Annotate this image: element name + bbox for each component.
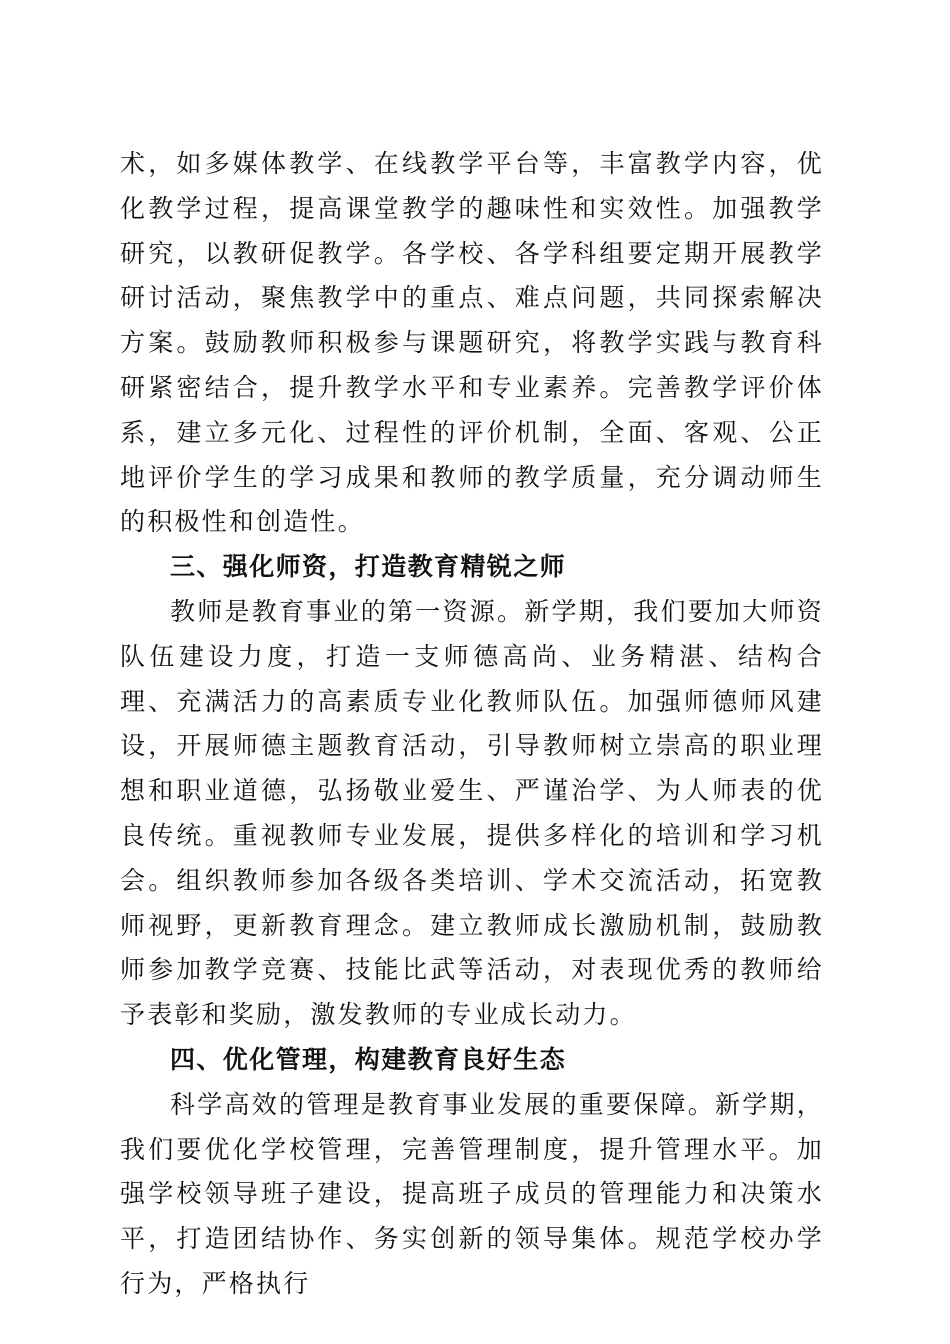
body-paragraph-management: 科学高效的管理是教育事业发展的重要保障。新学期，我们要优化学校管理，完善管理制度，提升管理水平。加强学校领导班子建设，提高班子成员的管理能力和决策水平，打造团结协作、务实创新的领导集体。规范学校办学行为，严格执行 <box>120 1089 824 1298</box>
body-paragraph-continued: 术，如多媒体教学、在线教学平台等，丰富教学内容，优化教学过程，提高课堂教学的趣味性和实效性。加强教学研究，以教研促教学。各学校、各学科组要定期开展教学研讨活动，聚焦教学中的重点、难点问题，共同探索解决方案。鼓励教师积极参与课题研究，将教学实践与教育科研紧密结合，提升教学水平和专业素养。完善教学评价体系，建立多元化、过程性的评价机制，全面、客观、公正地评价学生的学习成果和教师的教学质量，充分调动师生的积极性和创造性。 <box>120 149 824 537</box>
document-body <box>120 142 824 1307</box>
body-paragraph-teachers: 教师是教育事业的第一资源。新学期，我们要加大师资队伍建设力度，打造一支师德高尚、业务精湛、结构合理、充满活力的高素质专业化教师队伍。加强师德师风建设，开展师德主题教育活动，引导教师树立崇高的职业理想和职业道德，弘扬敬业爱生、严谨治学、为人师表的优良传统。重视教师专业发展，提供多样化的培训和学习机会。组织教师参加各级各类培训、学术交流活动，拓宽教师视野，更新教育理念。建立教师成长激励机制，鼓励教师参加教学竞赛、技能比武等活动，对表现优秀的教师给予表彰和奖励，激发教师的专业成长动力。 <box>120 596 824 1030</box>
section-heading-four: 四、优化管理，构建教育良好生态 <box>170 1044 567 1074</box>
section-heading-three: 三、强化师资，打造教育精锐之师 <box>170 552 567 582</box>
